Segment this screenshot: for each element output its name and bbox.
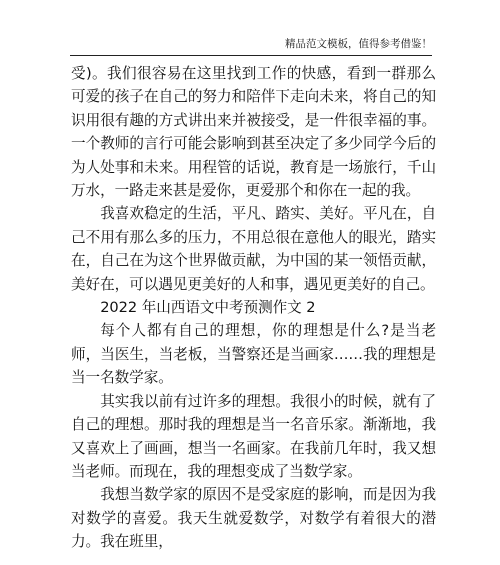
section-title: 2022 年山西语文中考预测作文 2 [100,299,316,317]
paragraph-5: 我想当数学家的原因不是受家庭的影响，而是因为我对数学的喜爱。我天生就爱数学，对数学有着很大的潜力。我在班里， [71,486,436,551]
paragraph-1: 受)。我们很容易在这里找到工作的快感，看到一群那么可爱的孩子在自己的努力和陪伴下走向未来，将自己的知识用很有趣的方式讲出来并被接受，是一件很幸福的事。一个教师的言行可能会影响到甚至决定了多少同学今后的为人处事和未来。用程管的话说，教育是一场旅行，千山万水，一路走来甚是爱你，更爱那个和你在一起的我。 [71,65,436,200]
header-note: 精品范文模板，值得参考借鉴！ [285,38,432,50]
paragraph-2: 我喜欢稳定的生活，平凡、踏实、美好。平凡在，自己不用有那么多的压力，不用总很在意他人的眼光，踏实在，自己在为这个世界做贡献，为中国的某一领悟贡献，美好在，可以遇见更美好的人和事，遇见更美好的自己。 [71,205,436,293]
document-body [71,62,436,554]
paragraph-3: 每个人都有自己的理想，你的理想是什么?是当老师，当医生，当老板，当警察还是当画家……我的理想是当一名数学家。 [71,322,436,387]
page-header [0,0,500,56]
paragraph-4: 其实我以前有过许多的理想。我很小的时候，就有了自己的理想。那时我的理想是当一名音乐家。渐渐地，我又喜欢上了画画，想当一名画家。在我前几年时，我又想当老师。而现在，我的理想变成了当数学家。 [71,392,436,480]
header-divider [70,55,432,56]
